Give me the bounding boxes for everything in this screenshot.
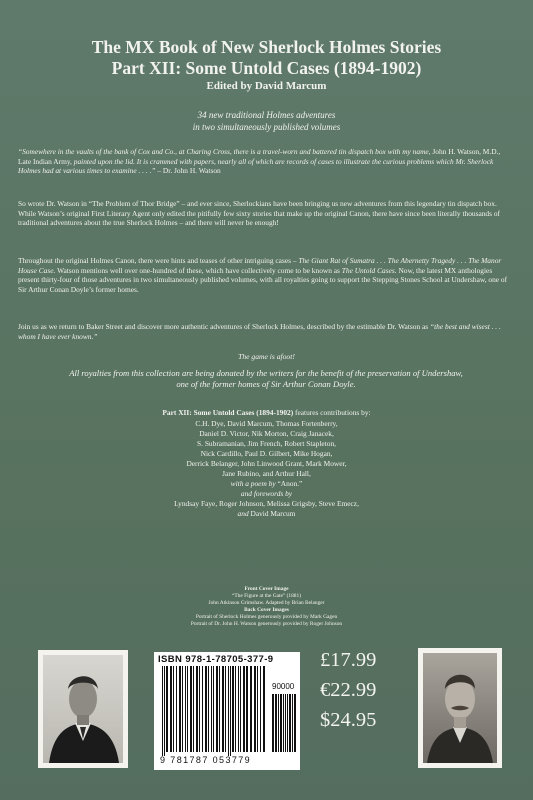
contributors-line1: C.H. Dye, David Marcum, Thomas Fortenberry, [195, 419, 338, 428]
quote-part2: John H. Watson, M.D., Late Indian Army, [18, 147, 501, 166]
forewords-line2 [60, 509, 473, 519]
isbn-barcode [154, 652, 300, 770]
quote-part3: painted upon the lid. It is crammed with papers, nearly all of which are records of cases to illustrate the curious problems which Mr. Sherlock Holmes had at various times to examine . . . .” [18, 156, 494, 176]
price-gbp: £17.99 [320, 649, 377, 671]
editor-line: Edited by David Marcum [206, 80, 327, 92]
forewords-intro: and forewords by [240, 489, 293, 498]
forewords-last: David Marcum [248, 509, 296, 518]
book-subtitle: Part XII: Some Untold Cases (1894-1902) [111, 58, 422, 78]
front-cover-heading: Front Cover Image [244, 586, 289, 592]
join-us-paragraph [18, 322, 514, 341]
p2-part4: The Untold Cases. [341, 265, 397, 275]
barcode-bars [154, 652, 300, 770]
contributors-intro [60, 408, 473, 418]
contributors-line2: Daniel D. Victor, Nik Morton, Craig Janacek, [199, 429, 334, 438]
price-usd: $24.95 [320, 709, 377, 731]
front-cover-line1: “The Figure at the Gate” (1881) [231, 593, 301, 599]
p3-part1: Join us as we return to Baker Street and discover more authentic adventures of Sherlock Holmes, described by the estimable Dr. Watson as [18, 322, 431, 331]
contributors-intro-rest: features contributions by: [293, 408, 371, 417]
forewords-line1: Lyndsay Faye, Roger Johnson, Melissa Grigsby, Steve Emecz, [174, 499, 359, 508]
untold-cases-paragraph [18, 256, 514, 294]
contributors-line4: Nick Cardillo, Paul D. Gilbert, Mike Hogan, [200, 449, 333, 458]
p2-part5: Now, the latest MX anthologies present thirty-four of those adventures in two simultaneously published volumes, with all royalties going to support the Stepping Stones School at Undershaw, one of Sir Arthur Conan Doyle’s former homes. [18, 265, 508, 294]
isbn-number: ISBN 978-1-78705-377-9 [158, 654, 274, 665]
contributors-line5: Derrick Belanger, John Linwood Grant, Mark Mower, [186, 459, 347, 468]
back-cover-heading: Back Cover Images [244, 607, 289, 613]
book-title: The MX Book of New Sherlock Holmes Stories [91, 37, 442, 57]
back-cover-line1: Portrait of Sherlock Holmes generously provided by Mark Gagen [195, 614, 338, 620]
contributors-intro-bold: Part XII: Some Untold Cases (1894-1902) [162, 408, 294, 417]
tagline-line1: 34 new traditional Holmes adventures [197, 110, 336, 120]
holmes-portrait-image [43, 655, 123, 763]
contributors-line3: S. Subramanian, Jim French, Robert Stapleton, [197, 439, 336, 448]
opening-quote [18, 147, 514, 176]
watson-portrait [418, 648, 502, 768]
contributors-line6: Jane Rubino, and Arthur Hall, [222, 469, 311, 478]
p3-part2: “the best and wisest . . . whom I have ever known.” [18, 322, 501, 341]
p2-part2: The Giant Rat of Sumatra . . . The Abernetty Tragedy . . . The Manor House Case. [18, 256, 502, 275]
quote-part1: “Somewhere in the vaults of the bank of Cox and Co., at Charing Cross, there is a travel-worn and battered tin dispatch box with my name, [18, 147, 433, 156]
back-cover-line2: Portrait of Dr. John H. Watson generously provided by Roger Johnson [190, 621, 343, 627]
poem-credit-italic: with a poem by [230, 479, 276, 488]
royalties-line1: All royalties from this collection are being donated by the writers for the benefit of the preservation of Undershaw, [69, 368, 463, 378]
poem-credit-name: “Anon.” [275, 479, 303, 488]
barcode-digits: 9 781787 053779 [160, 755, 252, 765]
game-afoot: The game is afoot! [238, 352, 295, 361]
p2-part1: Throughout the original Holmes Canon, there were hints and teases of other intriguing cases – [18, 256, 299, 265]
holmes-portrait [38, 650, 128, 768]
forewords-and: and [237, 509, 249, 518]
royalties-line2: one of the former homes of Sir Arthur Conan Doyle. [176, 379, 356, 389]
intro-paragraph: So wrote Dr. Watson in “The Problem of Thor Bridge” – and ever since, Sherlockians have been bringing us new adventures from this legendary tin dispatch box. While Watson’s original First Literary Agent only edited the pitifully few sixty stories that make up the original Canon, there have since been literally thousands of traditional adventures about the true Sherlock Holmes – and there will never be enough! [18, 199, 501, 228]
price-eur: €22.99 [320, 679, 377, 701]
quote-attribution: – Dr. John H. Watson [157, 166, 221, 176]
p2-part3: Watson mentions well over one-hundred of these, which have collectively come to be known as [55, 265, 342, 275]
watson-portrait-image [423, 653, 497, 763]
front-cover-line2: John Atkinson Grimshaw. Adapted by Brian Belanger [208, 600, 325, 606]
tagline-line2: in two simultaneously published volumes [192, 122, 341, 132]
barcode-addon: 90000 [272, 682, 295, 691]
poem-credit [60, 479, 473, 489]
